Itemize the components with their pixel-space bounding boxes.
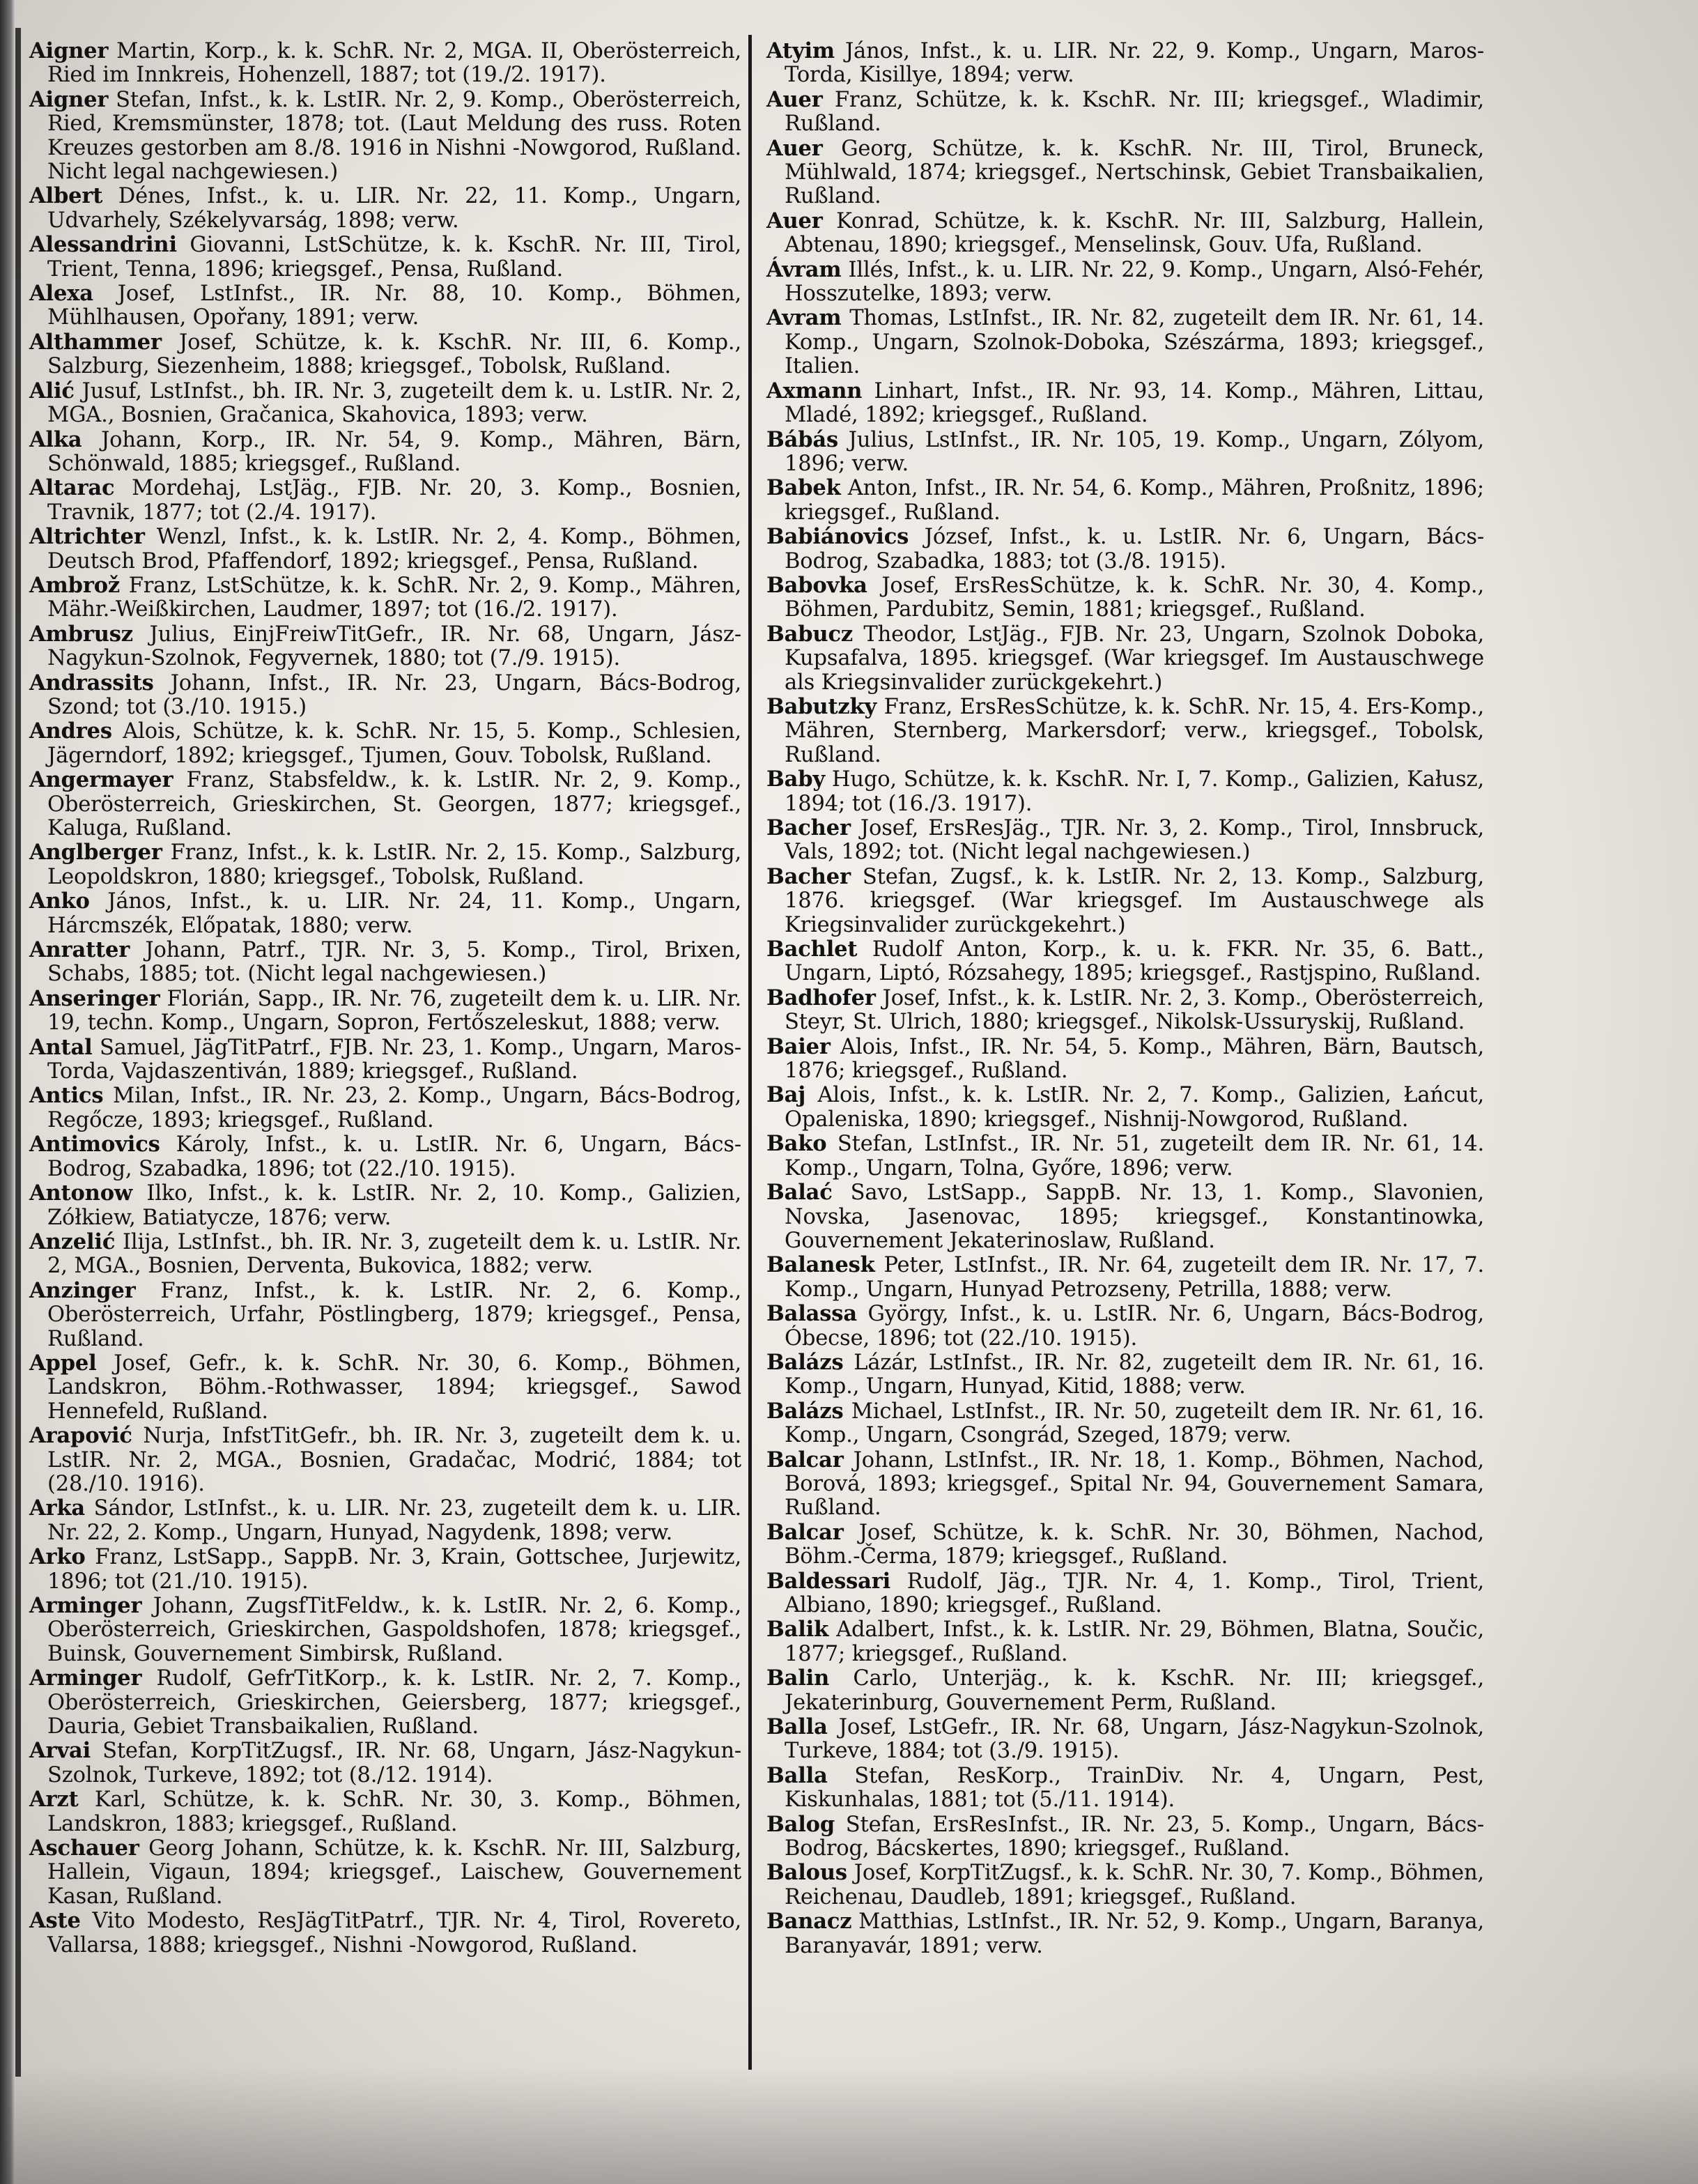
entry-surname: Anzelić (29, 1229, 116, 1254)
entry-surname: Antonow (29, 1181, 132, 1206)
entry-surname: Balik (766, 1617, 829, 1643)
entry-details: Josef, Schütze, k. k. KschR. Nr. III, 6. Komp., Salzburg, Siezenheim, 1888; kriegsgef., Tobolsk, Rußland. (47, 330, 741, 379)
list-entry (766, 1764, 1484, 1813)
entry-details: Carlo, Unterjäg., k. k. KschR. Nr. III; kriegsgef., Jekaterinburg, Gouvernement Perm, Rußland. (785, 1666, 1484, 1715)
entry-surname: Baj (766, 1082, 806, 1108)
list-entry (766, 1253, 1484, 1302)
entry-details: Franz, LstSapp., SappB. Nr. 3, Krain, Gottschee, Jurjewitz, 1896; tot (21./10. 1915). (47, 1545, 741, 1594)
entry-surname: Altarac (29, 475, 115, 501)
entry-details: Florián, Sapp., IR. Nr. 76, zugeteilt dem k. u. LIR. Nr. 19, techn. Komp., Ungarn, Sopron, Fertőszeleskut, 1888; verw. (47, 986, 741, 1036)
list-entry (766, 1813, 1484, 1861)
entry-details: József, Infst., k. u. LstIR. Nr. 6, Ungarn, Bács-Bodrog, Szabadka, 1883; tot (3./8. 1915). (785, 525, 1484, 574)
entry-surname: Babiánovics (766, 524, 909, 550)
entry-surname: Anko (29, 889, 90, 914)
entry-details: Rudolf Anton, Korp., k. u. k. FKR. Nr. 35, 6. Batt., Ungarn, Liptó, Rózsahegy, 1895; kriegsgef., Rastjspino, Rußland. (785, 937, 1484, 986)
list-entry (29, 889, 741, 938)
list-entry (29, 184, 741, 233)
list-entry (766, 1181, 1484, 1253)
list-entry (766, 39, 1484, 88)
entry-details: Nurja, InfstTitGefr., bh. IR. Nr. 3, zugeteilt dem k. u. LstIR. Nr. 2, MGA., Bosnien, Gradačac, Modrić, 1884; tot (28./10. 1916). (47, 1424, 741, 1496)
list-entry (29, 428, 741, 477)
list-entry (29, 1666, 741, 1739)
entry-surname: Aschauer (29, 1836, 139, 1861)
list-entry (766, 695, 1484, 767)
list-entry (29, 719, 741, 768)
entry-surname: Baby (766, 767, 825, 792)
list-entry (766, 476, 1484, 525)
list-entry (766, 379, 1484, 428)
entry-surname: Balcar (766, 1519, 844, 1545)
entry-surname: Balázs (766, 1349, 844, 1375)
entry-details: Lázár, LstInfst., IR. Nr. 82, zugeteilt dem IR. Nr. 61, 16. Komp., Ungarn, Hunyad, Kitid, 1888; verw. (785, 1350, 1484, 1399)
list-entry (766, 209, 1484, 258)
list-entry (766, 1083, 1484, 1132)
entry-details: Samuel, JägTitPatrf., FJB. Nr. 23, 1. Komp., Ungarn, Maros-Torda, Vajdaszentiván, 1889; kriegsgef., Rußland. (47, 1035, 741, 1084)
entry-details: Franz, Infst., k. k. LstIR. Nr. 2, 15. Komp., Salzburg, Leopoldskron, 1880; kriegsgef., Tobolsk, Rußland. (47, 840, 741, 889)
entry-surname: Balázs (766, 1398, 844, 1424)
entry-surname: Balcar (766, 1447, 844, 1472)
entry-details: Dénes, Infst., k. u. LIR. Nr. 22, 11. Komp., Ungarn, Udvarhely, Székelyvarság, 1898; verw. (47, 184, 741, 233)
entry-details: Milan, Infst., IR. Nr. 23, 2. Komp., Ungarn, Bács-Bodrog, Regőcze, 1893; kriegsgef., Rußland. (47, 1084, 741, 1132)
entry-surname: Badhofer (766, 985, 876, 1010)
list-entry (766, 1302, 1484, 1351)
entry-details: Stefan, ErsResInfst., IR. Nr. 23, 5. Komp., Ungarn, Bács-Bodrog, Bácskertes, 1890; kriegsgef., Rußland. (785, 1812, 1484, 1861)
list-entry (766, 986, 1484, 1035)
list-entry (29, 233, 741, 282)
entry-surname: Balanesk (766, 1252, 875, 1278)
entry-surname: Auer (766, 86, 823, 112)
list-entry (29, 525, 741, 574)
entry-surname: Balla (766, 1762, 828, 1788)
entry-surname: Alessandrini (29, 232, 177, 258)
entry-details: Michael, LstInfst., IR. Nr. 50, zugeteilt dem IR. Nr. 61, 16. Komp., Ungarn, Csongrád, Szeged, 1879; verw. (785, 1399, 1484, 1448)
list-entry (766, 1035, 1484, 1084)
list-entry (766, 574, 1484, 622)
entry-details: Georg Johann, Schütze, k. k. KschR. Nr. III, Salzburg, Hallein, Vigaun, 1894; kriegsgef., Laischew, Gouvernement Kasan, Rußland. (47, 1836, 741, 1909)
entry-surname: Arvai (29, 1738, 91, 1764)
entry-surname: Bacher (766, 815, 851, 840)
entry-details: Stefan, KorpTitZugsf., IR. Nr. 68, Ungarn, Jász-Nagykun-Szolnok, Turkeve, 1892; tot (8./12. 1914). (47, 1739, 741, 1787)
entry-details: Stefan, Infst., k. k. LstIR. Nr. 2, 9. Komp., Oberösterreich, Ried, Kremsmünster, 1878; tot. (Laut Meldung des russ. Roten Kreuzes gestorben am 8./8. 1916 in Nishni -Nowgorod, Rußland. Nicht legal nachgewiesen.) (47, 87, 741, 185)
list-entry (29, 1181, 741, 1230)
entry-details: Alois, Schütze, k. k. SchR. Nr. 15, 5. Komp., Schlesien, Jägerndorf, 1892; kriegsgef., Tjumen, Gouv. Tobolsk, Rußland. (47, 719, 741, 768)
entry-surname: Balog (766, 1811, 835, 1837)
list-entry (766, 306, 1484, 378)
entry-surname: Arka (29, 1495, 86, 1521)
entry-surname: Balous (766, 1860, 847, 1886)
entry-surname: Babucz (766, 621, 854, 647)
entry-details: Savo, LstSapp., SappB. Nr. 13, 1. Komp., Slavonien, Novska, Jasenovac, 1895; kriegsgef., Konstantinowka, Gouvernement Jekaterinoslaw, Rußland. (785, 1181, 1484, 1253)
entry-details: Illés, Infst., k. u. LIR. Nr. 22, 9. Komp., Ungarn, Alsó-Fehér, Hosszutelke, 1893; verw. (785, 257, 1484, 307)
list-entry (766, 1861, 1484, 1909)
entry-surname: Babutzky (766, 693, 877, 719)
entry-details: Mordehaj, LstJäg., FJB. Nr. 20, 3. Komp., Bosnien, Travnik, 1877; tot (2./4. 1917). (47, 476, 741, 525)
list-entry (766, 258, 1484, 307)
entry-details: Josef, LstGefr., IR. Nr. 68, Ungarn, Jász-Nagykun-Szolnok, Turkeve, 1884; tot (3./9. 1915). (785, 1715, 1484, 1764)
list-entry (29, 379, 741, 428)
entry-surname: Arzt (29, 1787, 79, 1813)
binding-edge (0, 0, 15, 2184)
list-entry (766, 767, 1484, 816)
list-entry (29, 88, 741, 185)
list-entry (766, 816, 1484, 865)
entry-details: Theodor, LstJäg., FJB. Nr. 23, Ungarn, Szolnok Doboka, Kupsafalva, 1895. kriegsgef. (War kriegsgef. Im Austauschwege als Kriegsinvalider zurückgekehrt.) (785, 622, 1484, 695)
entry-details: Franz, LstSchütze, k. k. SchR. Nr. 2, 9. Komp., Mähren, Mähr.-Weißkirchen, Laudmer, 1897; tot (16./2. 1917). (47, 573, 741, 622)
entry-details: Adalbert, Infst., k. k. LstIR. Nr. 29, Böhmen, Blatna, Součic, 1877; kriegsgef., Rußland. (785, 1617, 1484, 1666)
entry-details: Johann, Infst., IR. Nr. 23, Ungarn, Bács-Bodrog, Szond; tot (3./10. 1915.) (47, 670, 741, 719)
entry-surname: Bábás (766, 426, 839, 452)
entry-details: Josef, KorpTitZugsf., k. k. SchR. Nr. 30, 7. Komp., Böhmen, Reichenau, Daudleb, 1891; kriegsgef., Rußland. (785, 1861, 1484, 1909)
column-divider (748, 35, 752, 2070)
entry-details: Josef, ErsResJäg., TJR. Nr. 3, 2. Komp., Tirol, Innsbruck, Vals, 1892; tot. (Nicht legal nachgewiesen.) (785, 816, 1484, 865)
entry-details: Stefan, ResKorp., TrainDiv. Nr. 4, Ungarn, Pest, Kiskunhalas, 1881; tot (5./11. 1914). (785, 1763, 1484, 1813)
page-shadow (0, 2066, 1698, 2184)
entry-details: Anton, Infst., IR. Nr. 54, 6. Komp., Mähren, Proßnitz, 1896; kriegsgef., Rußland. (785, 476, 1484, 525)
entry-surname: Arminger (29, 1593, 142, 1618)
entry-details: Karl, Schütze, k. k. SchR. Nr. 30, 3. Komp., Böhmen, Landskron, 1883; kriegsgef., Rußland. (47, 1787, 741, 1836)
list-entry (29, 1351, 741, 1424)
list-entry (29, 671, 741, 720)
entry-surname: Andres (29, 718, 112, 744)
entry-details: Josef, Schütze, k. k. SchR. Nr. 30, Böhmen, Nachod, Böhm.-Čerma, 1879; kriegsgef., Rußland. (785, 1520, 1484, 1569)
list-entry (766, 525, 1484, 574)
entry-surname: Antal (29, 1034, 93, 1060)
entry-surname: Balać (766, 1180, 833, 1206)
entry-surname: Arminger (29, 1666, 142, 1691)
entry-details: Josef, Infst., k. k. LstIR. Nr. 2, 3. Komp., Oberösterreich, Steyr, St. Ulrich, 1880; kriegsgef., Nikolsk-Ussuryskij, Rußland. (785, 985, 1484, 1035)
list-entry (29, 1545, 741, 1594)
list-entry (766, 1715, 1484, 1764)
entry-surname: Anratter (29, 937, 130, 963)
list-entry (29, 987, 741, 1036)
entry-surname: Altrichter (29, 524, 145, 550)
entry-surname: Bako (766, 1131, 827, 1157)
entry-surname: Alexa (29, 281, 93, 307)
entry-details: Rudolf, GefrTitKorp., k. k. LstIR. Nr. 2, 7. Komp., Oberösterreich, Grieskirchen, Geiersberg, 1877; kriegsgef., Dauria, Gebiet Transbaikalien, Rußland. (47, 1666, 741, 1739)
list-entry (766, 1521, 1484, 1569)
list-entry (766, 137, 1484, 209)
entry-surname: Baldessari (766, 1568, 891, 1594)
entry-details: Peter, LstInfst., IR. Nr. 64, zugeteilt dem IR. Nr. 17, 7. Komp., Ungarn, Hunyad Petrozseny, Petrilla, 1888; verw. (785, 1253, 1484, 1302)
entry-surname: Alka (29, 426, 82, 452)
entry-surname: Angermayer (29, 767, 173, 793)
list-entry (29, 938, 741, 987)
entry-details: Linhart, Infst., IR. Nr. 93, 14. Komp., Mähren, Littau, Mladé, 1892; kriegsgef., Rußland. (785, 378, 1484, 428)
entry-details: Matthias, LstInfst., IR. Nr. 52, 9. Komp., Ungarn, Baranya, Baranyavár, 1891; verw. (785, 1909, 1484, 1958)
list-entry (766, 1666, 1484, 1715)
entry-details: Jusuf, LstInfst., bh. IR. Nr. 3, zugeteilt dem k. u. LstIR. Nr. 2, MGA., Bosnien, Gračanica, Skahovica, 1893; verw. (47, 378, 741, 428)
entry-surname: Banacz (766, 1909, 852, 1935)
list-entry (29, 574, 741, 622)
entry-surname: Balla (766, 1714, 828, 1740)
list-entry (29, 622, 741, 671)
entry-surname: Albert (29, 183, 103, 209)
list-entry (766, 428, 1484, 477)
entry-details: Franz, ErsResSchütze, k. k. SchR. Nr. 15, 4. Ers-Komp., Mähren, Sternberg, Markersdorf; verw., kriegsgef., Tobolsk, Rußland. (785, 694, 1484, 767)
entry-details: Josef, ErsResSchütze, k. k. SchR. Nr. 30, 4. Komp., Böhmen, Pardubitz, Semin, 1881; kriegsgef., Rußland. (785, 573, 1484, 622)
entry-details: Franz, Infst., k. k. LstIR. Nr. 2, 6. Komp., Oberösterreich, Urfahr, Pöstlingberg, 1879; kriegsgef., Pensa, Rußland. (47, 1278, 741, 1351)
margin-rule (15, 28, 21, 2077)
entry-details: Julius, LstInfst., IR. Nr. 105, 19. Komp., Ungarn, Zólyom, 1896; verw. (785, 427, 1484, 476)
entry-details: Johann, LstInfst., IR. Nr. 18, 1. Komp., Böhmen, Nachod, Borová, 1893; kriegsgef., Spital Nr. 94, Gouvernement Samara, Rußland. (785, 1447, 1484, 1521)
list-entry (766, 1448, 1484, 1521)
entry-surname: Arko (29, 1544, 86, 1570)
entry-surname: Avram (766, 305, 842, 331)
entry-surname: Althammer (29, 329, 162, 355)
right-column (766, 39, 1484, 1958)
entry-surname: Babek (766, 475, 841, 501)
list-entry (29, 1739, 741, 1787)
list-entry (29, 1132, 741, 1181)
list-entry (766, 865, 1484, 937)
entry-details: Rudolf, Jäg., TJR. Nr. 4, 1. Komp., Tirol, Trient, Albiano, 1890; kriegsgef., Rußland. (785, 1569, 1484, 1617)
list-entry (29, 1084, 741, 1132)
list-entry (29, 1836, 741, 1909)
entry-details: György, Infst., k. u. LstIR. Nr. 6, Ungarn, Bács-Bodrog, Óbecse, 1896; tot (22./10. 1915). (785, 1302, 1484, 1351)
entry-surname: Atyim (766, 38, 835, 63)
entry-details: Alois, Infst., k. k. LstIR. Nr. 2, 7. Komp., Galizien, Łańcut, Opaleniska, 1890; kriegsgef., Nishnij-Nowgorod, Rußland. (785, 1083, 1484, 1132)
entry-details: Martin, Korp., k. k. SchR. Nr. 2, MGA. II, Oberösterreich, Ried im Innkreis, Hohenzell, 1887; tot (19./2. 1917). (47, 39, 741, 88)
entry-surname: Appel (29, 1350, 97, 1376)
entry-surname: Anglberger (29, 840, 162, 866)
list-entry (766, 1399, 1484, 1448)
list-entry (766, 1351, 1484, 1399)
entry-details: Johann, Korp., IR. Nr. 54, 9. Komp., Mähren, Bärn, Schönwald, 1885; kriegsgef., Rußland. (47, 427, 741, 476)
list-entry (29, 39, 741, 88)
entry-details: Johann, ZugsfTitFeldw., k. k. LstIR. Nr. 2, 6. Komp., Oberösterreich, Grieskirchen, Gaspoldshofen, 1878; kriegsgef., Buinsk, Gouvernement Simbirsk, Rußland. (47, 1594, 741, 1666)
entry-surname: Balassa (766, 1301, 857, 1327)
entry-details: Stefan, LstInfst., IR. Nr. 51, zugeteilt dem IR. Nr. 61, 14. Komp., Ungarn, Tolna, Győre, 1896; verw. (785, 1132, 1484, 1181)
entry-details: Julius, EinjFreiwTitGefr., IR. Nr. 68, Ungarn, Jász-Nagykun-Szolnok, Fegyvernek, 1880; tot (7./9. 1915). (47, 622, 741, 671)
list-entry (29, 1424, 741, 1496)
entry-surname: Balin (766, 1666, 830, 1691)
list-entry (29, 1787, 741, 1836)
entry-surname: Antimovics (29, 1132, 160, 1158)
list-entry (766, 937, 1484, 986)
entry-details: János, Infst., k. u. LIR. Nr. 22, 9. Komp., Ungarn, Maros-Torda, Kisillye, 1894; verw. (785, 39, 1484, 88)
list-entry (766, 88, 1484, 137)
list-entry (29, 768, 741, 840)
entry-details: Ilko, Infst., k. k. LstIR. Nr. 2, 10. Komp., Galizien, Zółkiew, Batiatycze, 1876; verw. (47, 1181, 741, 1230)
entry-details: Thomas, LstInfst., IR. Nr. 82, zugeteilt dem IR. Nr. 61, 14. Komp., Ungarn, Szolnok-Doboka, Szészárma, 1893; kriegsgef., Italien. (785, 306, 1484, 379)
entry-details: Alois, Infst., IR. Nr. 54, 5. Komp., Mähren, Bärn, Bautsch, 1876; kriegsgef., Rußland. (785, 1034, 1484, 1084)
list-entry (766, 1617, 1484, 1666)
entry-surname: Baier (766, 1033, 831, 1059)
entry-surname: Babovka (766, 572, 867, 598)
entry-surname: Bacher (766, 863, 851, 889)
list-entry (29, 330, 741, 379)
left-column (29, 39, 741, 1958)
entry-surname: Alić (29, 378, 75, 403)
entry-surname: Aigner (29, 86, 109, 112)
entry-details: Konrad, Schütze, k. k. KschR. Nr. III, Salzburg, Hallein, Abtenau, 1890; kriegsgef., Menselinsk, Gouv. Ufa, Rußland. (785, 208, 1484, 258)
entry-surname: Aigner (29, 38, 109, 63)
list-entry (29, 840, 741, 889)
entry-details: Sándor, LstInfst., k. u. LIR. Nr. 23, zugeteilt dem k. u. LIR. Nr. 22, 2. Komp., Ungarn, Hunyad, Nagydenk, 1898; verw. (47, 1496, 741, 1545)
entry-surname: Antics (29, 1083, 104, 1109)
entry-details: Franz, Stabsfeldw., k. k. LstIR. Nr. 2, 9. Komp., Oberösterreich, Grieskirchen, St. Georgen, 1877; kriegsgef., Kaluga, Rußland. (47, 768, 741, 840)
entry-details: Stefan, Zugsf., k. k. LstIR. Nr. 2, 13. Komp., Salzburg, 1876. kriegsgef. (War kriegsgef. Im Austauschwege als Kriegsinvalider zurückgekehrt.) (785, 864, 1484, 937)
list-entry (766, 1132, 1484, 1181)
list-entry (29, 282, 741, 330)
list-entry (29, 1279, 741, 1351)
entry-details: János, Infst., k. u. LIR. Nr. 24, 11. Komp., Ungarn, Hárcmszék, Előpatak, 1880; verw. (47, 889, 741, 938)
entry-surname: Aste (29, 1908, 81, 1934)
entry-surname: Bachlet (766, 937, 858, 962)
entry-details: Georg, Schütze, k. k. KschR. Nr. III, Tirol, Bruneck, Mühlwald, 1874; kriegsgef., Nertschinsk, Gebiet Transbaikalien, Rußland. (785, 136, 1484, 209)
entry-surname: Andrassits (29, 670, 154, 695)
entry-surname: Ambrož (29, 572, 121, 598)
entry-surname: Auer (766, 135, 823, 161)
list-entry (29, 1036, 741, 1084)
entry-details: Josef, Gefr., k. k. SchR. Nr. 30, 6. Komp., Böhmen, Landskron, Böhm.-Rothwasser, 1894; kriegsgef., Sawod Hennefeld, Rußland. (47, 1351, 741, 1424)
entry-details: Wenzl, Infst., k. k. LstIR. Nr. 2, 4. Komp., Böhmen, Deutsch Brod, Pfaffendorf, 1892; kriegsgef., Pensa, Rußland. (47, 525, 741, 574)
entry-details: Vito Modesto, ResJägTitPatrf., TJR. Nr. 4, Tirol, Rovereto, Vallarsa, 1888; kriegsgef., Nishni -Nowgorod, Rußland. (47, 1909, 741, 1958)
entry-details: Johann, Patrf., TJR. Nr. 3, 5. Komp., Tirol, Brixen, Schabs, 1885; tot. (Nicht legal nachgewiesen.) (47, 938, 741, 987)
entry-details: Giovanni, LstSchütze, k. k. KschR. Nr. III, Tirol, Trient, Tenna, 1896; kriegsgef., Pensa, Rußland. (47, 233, 741, 282)
entry-surname: Ávram (766, 256, 842, 282)
entry-surname: Arapović (29, 1423, 132, 1449)
list-entry (29, 476, 741, 525)
entry-surname: Anzinger (29, 1277, 136, 1303)
list-entry (766, 622, 1484, 695)
entry-details: Josef, LstInfst., IR. Nr. 88, 10. Komp., Böhmen, Mühlhausen, Opořany, 1891; verw. (47, 282, 741, 330)
entry-surname: Axmann (766, 378, 863, 403)
list-entry (766, 1569, 1484, 1618)
entry-surname: Ambrusz (29, 621, 133, 647)
entry-surname: Anseringer (29, 985, 160, 1011)
list-entry (29, 1496, 741, 1545)
list-entry (29, 1909, 741, 1958)
list-entry (766, 1909, 1484, 1958)
list-entry (29, 1594, 741, 1666)
entry-details: Hugo, Schütze, k. k. KschR. Nr. I, 7. Komp., Galizien, Kałusz, 1894; tot (16./3. 1917). (785, 767, 1484, 816)
entry-details: Franz, Schütze, k. k. KschR. Nr. III; kriegsgef., Wladimir, Rußland. (785, 87, 1484, 137)
entry-surname: Auer (766, 208, 823, 233)
entry-details: Károly, Infst., k. u. LstIR. Nr. 6, Ungarn, Bács-Bodrog, Szabadka, 1896; tot (22./10. 1915). (47, 1132, 741, 1181)
entry-details: Ilija, LstInfst., bh. IR. Nr. 3, zugeteilt dem k. u. LstIR. Nr. 2, MGA., Bosnien, Derventa, Bukovica, 1882; verw. (47, 1229, 741, 1279)
list-entry (29, 1230, 741, 1279)
